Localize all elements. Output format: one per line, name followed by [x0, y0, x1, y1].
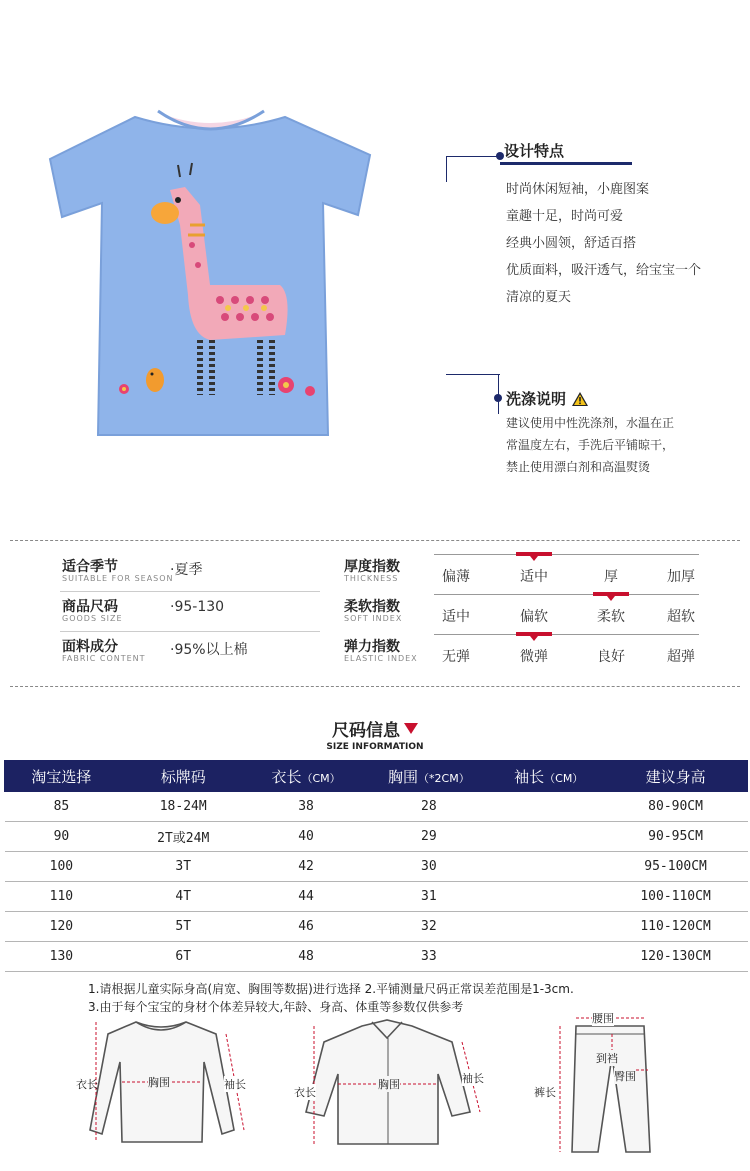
index-label: 柔软指数 [344, 599, 400, 615]
table-cell: 100 [5, 852, 119, 882]
size-table [4, 760, 748, 972]
pants-diagram [532, 1012, 662, 1160]
table-cell: 120-130CM [604, 942, 748, 972]
table-cell: 30 [364, 852, 494, 882]
index-option: 超软 [667, 609, 695, 625]
table-cell: 110 [5, 882, 119, 912]
spec-row-fabric [60, 632, 320, 672]
table-row [5, 912, 748, 942]
column-header: 淘宝选择 [5, 761, 119, 792]
table-cell [494, 912, 604, 942]
triangle-down-icon [404, 723, 418, 734]
table-cell: 38 [248, 792, 364, 822]
features-title: 设计特点 [504, 142, 565, 160]
table-cell: 44 [248, 882, 364, 912]
diagram-label-waist: 腰围 [592, 1012, 614, 1025]
diagram-label-crotch: 到裆 [596, 1052, 618, 1065]
index-row-thickness [344, 552, 704, 592]
feature-line: 童趣十足，时尚可爱 [506, 209, 624, 224]
table-cell: 90 [5, 822, 119, 852]
feature-line: 经典小圆领，舒适百搭 [506, 236, 637, 251]
diagram-label-sleeve: 袖长 [224, 1078, 246, 1091]
features-underline [500, 162, 632, 165]
table-cell [494, 942, 604, 972]
table-cell: 120 [5, 912, 119, 942]
size-title-wrap [332, 716, 418, 741]
index-scale-line [434, 554, 699, 555]
note-line: 1.请根据儿童实际身高(肩宽、胸围等数据)进行选择 2.平铺测量尺码正常误差范围是1-3cm. [88, 982, 574, 996]
index-option: 无弹 [442, 649, 470, 665]
index-label: 弹力指数 [344, 639, 400, 655]
column-header: 胸围（*2CM） [364, 761, 494, 792]
index-option: 厚 [604, 569, 618, 585]
size-table-header [5, 761, 748, 792]
table-row [5, 882, 748, 912]
wash-line: 常温度左右，手洗后平铺晾干， [506, 438, 675, 452]
diagram-label-length: 衣长 [76, 1078, 98, 1091]
table-cell: 29 [364, 822, 494, 852]
table-cell: 100-110CM [604, 882, 748, 912]
index-label-en: THICKNESS [344, 574, 399, 583]
table-cell: 40 [248, 822, 364, 852]
spec-label-en: FABRIC CONTENT [62, 654, 146, 663]
index-label-en: ELASTIC INDEX [344, 654, 418, 663]
index-option: 适中 [520, 569, 548, 585]
table-cell [494, 792, 604, 822]
index-option: 微弹 [520, 649, 548, 665]
table-cell [494, 822, 604, 852]
size-notes [88, 980, 574, 1016]
index-option: 加厚 [667, 569, 695, 585]
index-scale-line [434, 634, 699, 635]
size-info-heading [0, 716, 750, 752]
table-cell: 130 [5, 942, 119, 972]
spec-label: 面料成分 [62, 639, 118, 655]
table-cell: 90-95CM [604, 822, 748, 852]
table-cell: 18-24M [118, 792, 248, 822]
table-cell: 31 [364, 882, 494, 912]
spec-row-season [60, 552, 320, 592]
table-cell: 48 [248, 942, 364, 972]
table-cell: 3T [118, 852, 248, 882]
index-list [344, 552, 704, 672]
feature-pointer-dot [496, 152, 504, 160]
size-title: 尺码信息 [332, 721, 400, 741]
spec-value: ·95-130 [170, 599, 225, 615]
index-option: 良好 [597, 649, 625, 665]
index-selected-marker [516, 552, 552, 556]
table-cell [494, 852, 604, 882]
diagram-label-chest: 胸围 [148, 1076, 170, 1089]
diagram-label-chest: 胸围 [378, 1078, 400, 1091]
table-row [5, 792, 748, 822]
divider-dashed [10, 540, 740, 541]
wash-pointer-line [446, 374, 500, 375]
table-row [5, 852, 748, 882]
wash-text [506, 412, 674, 478]
wash-pointer-dot [494, 394, 502, 402]
spec-label-en: GOODS SIZE [62, 614, 123, 623]
table-cell [494, 882, 604, 912]
wash-line: 建议使用中性洗涤剂，水温在正 [506, 416, 675, 430]
index-row-elasticity [344, 632, 704, 672]
feature-line: 优质面料，吸汗透气，给宝宝一个 [506, 263, 702, 278]
table-cell: 85 [5, 792, 119, 822]
index-row-softness [344, 592, 704, 632]
wash-title-wrap [506, 388, 588, 409]
table-row [5, 942, 748, 972]
size-title-en: SIZE INFORMATION [326, 742, 424, 752]
table-cell: 2T或24M [118, 822, 248, 852]
wash-title: 洗涤说明 [506, 390, 567, 408]
warning-icon [572, 392, 588, 406]
shirt-diagram [292, 1012, 492, 1152]
index-label: 厚度指数 [344, 559, 400, 575]
diagram-label-hip: 臀围 [614, 1070, 636, 1083]
index-option: 超弹 [667, 649, 695, 665]
bottom-spacer [0, 1160, 750, 1171]
feature-pointer-vertical [446, 156, 447, 182]
index-scale-line [434, 594, 699, 595]
wash-line: 禁止使用漂白剂和高温熨烫 [506, 460, 651, 474]
column-header: 建议身高 [604, 761, 748, 792]
column-header: 袖长（CM） [494, 761, 604, 792]
spec-row-size [60, 592, 320, 632]
column-header: 衣长（CM） [248, 761, 364, 792]
divider-dashed [10, 686, 740, 687]
spec-label: 商品尺码 [62, 599, 118, 615]
diagram-label-length: 裤长 [534, 1086, 556, 1099]
table-cell: 6T [118, 942, 248, 972]
table-cell: 4T [118, 882, 248, 912]
index-option: 偏薄 [442, 569, 470, 585]
feature-pointer-line [446, 156, 502, 157]
table-cell: 95-100CM [604, 852, 748, 882]
table-cell: 42 [248, 852, 364, 882]
table-cell: 110-120CM [604, 912, 748, 942]
note-line: 3.由于每个宝宝的身材个体差异较大,年龄、身高、体重等参数仅供参考 [88, 1000, 464, 1014]
table-cell: 5T [118, 912, 248, 942]
index-option: 柔软 [597, 609, 625, 625]
index-label-en: SOFT INDEX [344, 614, 403, 623]
index-option: 偏软 [520, 609, 548, 625]
product-hero [0, 0, 750, 520]
spec-label: 适合季节 [62, 559, 118, 575]
diagram-label-length: 衣长 [294, 1086, 316, 1099]
tshirt-image [40, 95, 380, 445]
diagram-label-sleeve: 袖长 [462, 1072, 484, 1085]
table-cell: 46 [248, 912, 364, 942]
table-cell: 28 [364, 792, 494, 822]
index-option: 适中 [442, 609, 470, 625]
feature-line: 清凉的夏天 [506, 290, 572, 305]
table-cell: 80-90CM [604, 792, 748, 822]
table-cell: 33 [364, 942, 494, 972]
index-selected-marker [593, 592, 629, 596]
index-selected-marker [516, 632, 552, 636]
spec-value: ·95%以上棉 [170, 642, 248, 658]
sweater-diagram [76, 1012, 256, 1152]
features-text [506, 176, 701, 311]
spec-list [60, 552, 320, 672]
table-row [5, 822, 748, 852]
feature-line: 时尚休闲短袖，小鹿图案 [506, 182, 650, 197]
table-cell: 32 [364, 912, 494, 942]
column-header: 标牌码 [118, 761, 248, 792]
spec-label-en: SUITABLE FOR SEASON [62, 574, 174, 583]
spec-value: ·夏季 [170, 562, 203, 578]
